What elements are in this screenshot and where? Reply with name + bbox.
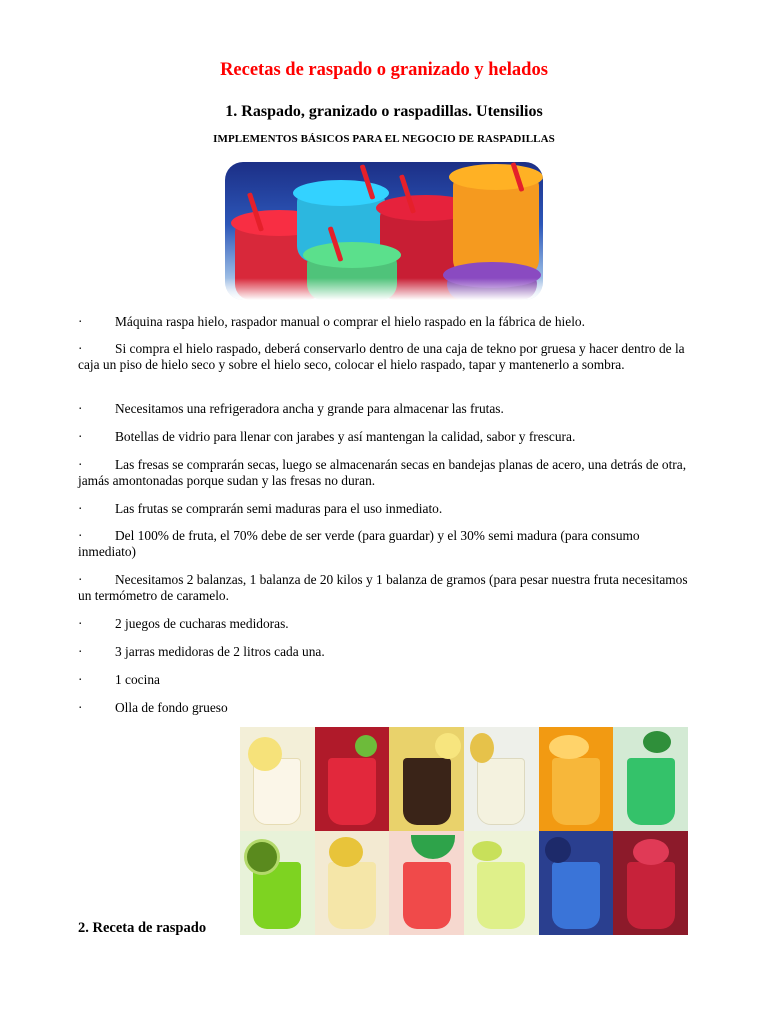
list-item-text: Olla de fondo grueso [115, 700, 228, 715]
list-item [78, 401, 690, 417]
pineapple-drink-tile [464, 727, 539, 831]
list-item [78, 314, 690, 330]
bullet-symbol: · [78, 672, 83, 687]
bullet-symbol: · [78, 341, 83, 356]
bullet-symbol: · [78, 401, 83, 416]
glass [477, 758, 525, 825]
glass [328, 862, 376, 929]
list-item [78, 616, 690, 632]
section-heading-receta: 2. Receta de raspado [78, 920, 207, 936]
watermelon-drink-tile [389, 831, 464, 935]
bullet-symbol: · [78, 501, 83, 516]
list-item [78, 341, 690, 373]
lemon-drink-tile [240, 727, 315, 831]
raspberry-drink-tile [613, 831, 688, 935]
orange-slush-cup [453, 176, 539, 276]
bullet-symbol: · [78, 528, 83, 543]
list-item-text: Las frutas se comprarán semi maduras para el uso inmediato. [115, 501, 443, 516]
bullet-symbol: · [78, 700, 83, 715]
list-item-text: Botellas de vidrio para llenar con jarabes y así mantengan la calidad, sabor y frescura. [115, 429, 576, 444]
section-heading-utensilios: 1. Raspado, granizado o raspadillas. Utensilios [225, 103, 543, 120]
bullet-symbol: · [78, 429, 83, 444]
orange-drink-tile [539, 727, 614, 831]
kiwi-drink-tile [240, 831, 315, 935]
bullet-symbol: · [78, 572, 83, 587]
lime-wedge [472, 841, 502, 861]
strawberry-drink-tile [315, 727, 390, 831]
mint-leaf [355, 735, 377, 757]
list-item [78, 644, 690, 660]
lemon-slush-tile [464, 831, 539, 935]
orange-slice [549, 735, 589, 759]
pineapple-piece [470, 733, 494, 763]
list-item-text: Necesitamos 2 balanzas, 1 balanza de 20 kilos y 1 balanza de gramos (para pesar nuestra fruta necesitamos un termómetro de caramelo. [78, 572, 688, 603]
lemon-slice [435, 733, 461, 759]
raspberries [633, 839, 669, 865]
list-item-text: 1 cocina [115, 672, 160, 687]
list-item-text: 3 jarras medidoras de 2 litros cada una. [115, 644, 325, 659]
list-item-text: Las fresas se comprarán secas, luego se almacenarán secas en bandejas planas de acero, una detrás de otra, jamás amontonadas porque sudan y las fresas no duran. [78, 457, 687, 488]
watermelon-slice [411, 835, 455, 859]
kiwi-slice [244, 839, 280, 875]
bullet-symbol: · [78, 457, 83, 472]
blueberry-drink-tile [539, 831, 614, 935]
coffee-drink-tile [389, 727, 464, 831]
starfruit-slice [329, 837, 363, 867]
list-item [78, 457, 690, 489]
glass [328, 758, 376, 825]
list-item [78, 700, 690, 716]
list-item [78, 572, 690, 604]
list-item [78, 528, 690, 560]
page-title: Recetas de raspado o granizado y helados [220, 60, 548, 80]
bullet-symbol: · [78, 644, 83, 659]
mint-leaf [643, 731, 671, 753]
list-item-text: Máquina raspa hielo, raspador manual o comprar el hielo raspado en la fábrica de hielo. [115, 314, 585, 329]
glass [552, 862, 600, 929]
list-item [78, 429, 690, 445]
list-item-text: 2 juegos de cucharas medidoras. [115, 616, 289, 631]
glass [627, 758, 675, 825]
slushies-photo [225, 162, 543, 300]
glass [403, 758, 451, 825]
lime-drink-tile [613, 727, 688, 831]
glass [403, 862, 451, 929]
bullet-symbol: · [78, 314, 83, 329]
list-item-text: Del 100% de fruta, el 70% debe de ser verde (para guardar) y el 30% semi madura (para consumo inmediato) [78, 528, 640, 559]
lemon-slice [248, 737, 282, 771]
list-item [78, 501, 690, 517]
glass [552, 758, 600, 825]
crushed-ice [225, 278, 543, 300]
list-item [78, 672, 690, 688]
bullet-symbol: · [78, 616, 83, 631]
subheading-implementos: IMPLEMENTOS BÁSICOS PARA EL NEGOCIO DE RASPADILLAS [213, 133, 555, 145]
glass [627, 862, 675, 929]
list-item-text: Necesitamos una refrigeradora ancha y grande para almacenar las frutas. [115, 401, 504, 416]
list-item-text: Si compra el hielo raspado, deberá conservarlo dentro de una caja de tekno por gruesa y hacer dentro de la caja un piso de hielo seco y sobre el hielo seco, colocar el hielo raspado, tapar y mantenerlo a sombra. [78, 341, 685, 372]
fruit-drinks-collage [240, 727, 688, 935]
glass [477, 862, 525, 929]
blueberries [545, 837, 571, 863]
starfruit-drink-tile [315, 831, 390, 935]
